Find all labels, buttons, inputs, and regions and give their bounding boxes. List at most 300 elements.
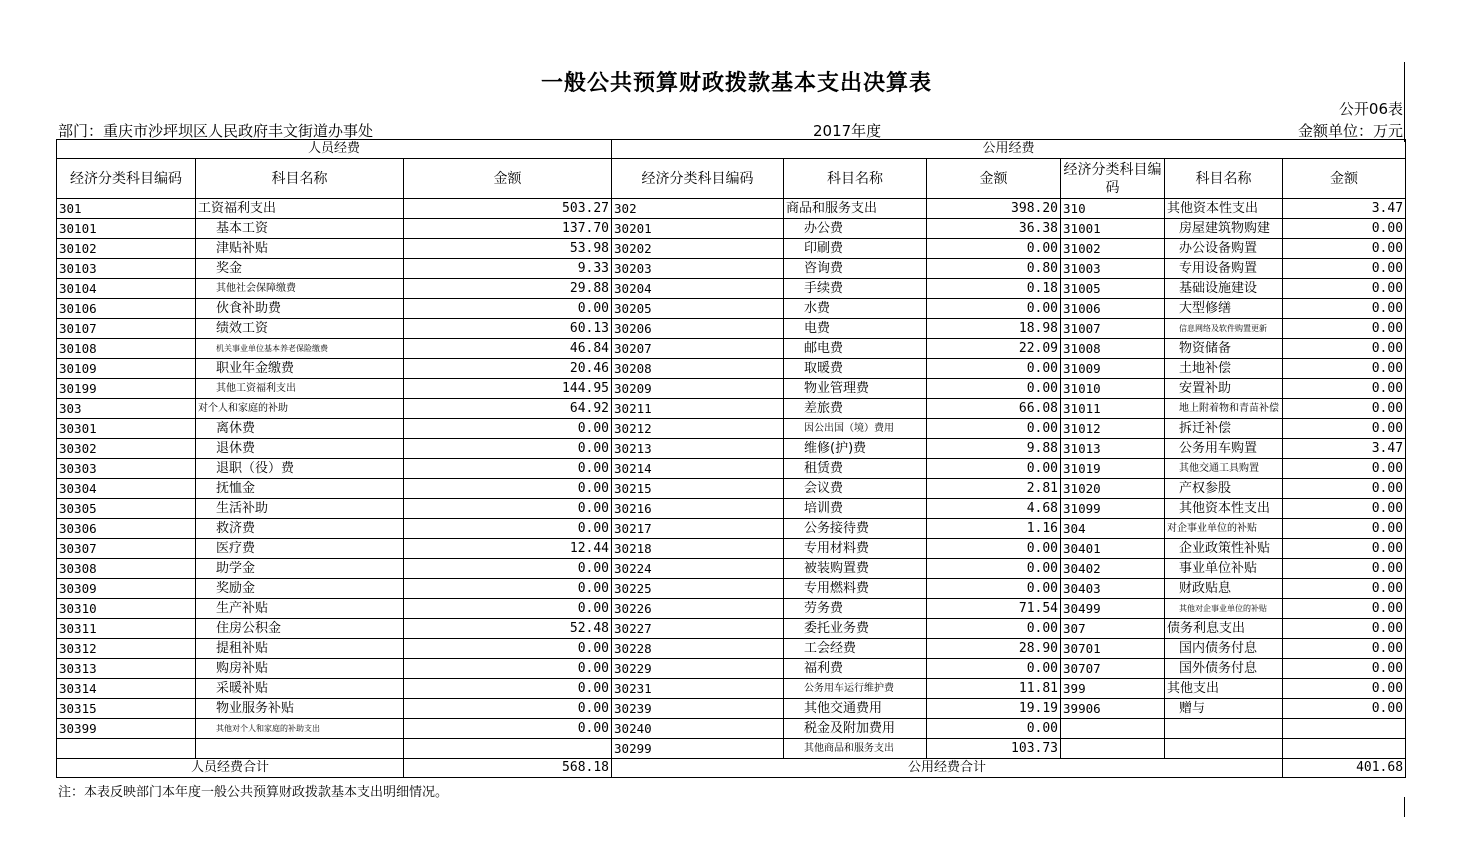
cell-amount: 20.46 [404,359,612,379]
cell-code: 30203 [612,259,784,279]
cell-code: 30201 [612,219,784,239]
cell-code: 31003 [1061,259,1165,279]
cell-amount: 0.00 [404,479,612,499]
cell-name: 机关事业单位基本养老保险缴费 [196,339,404,359]
cell-name: 房屋建筑物购建 [1165,219,1283,239]
form-number: 公开06表 [1338,100,1403,118]
cell-code: 31010 [1061,379,1165,399]
group-header-public: 公用经费 [612,140,1406,159]
cell-amount: 0.00 [927,379,1061,399]
cell-code: 30214 [612,459,784,479]
cell-name: 其他工资福利支出 [196,379,404,399]
cell-name: 财政贴息 [1165,579,1283,599]
cell-name: 因公出国（境）费用 [784,419,927,439]
cell-code: 30109 [57,359,196,379]
cell-name: 离休费 [196,419,404,439]
cell-amount: 0.00 [404,459,612,479]
table-row [57,559,1406,579]
cell-amount: 144.95 [404,379,612,399]
cell-code [1061,739,1165,759]
cell-amount: 0.00 [927,559,1061,579]
cell-code: 310 [1061,199,1165,219]
cell-name: 安置补助 [1165,379,1283,399]
cell-amount: 0.00 [1283,419,1406,439]
cell-amount: 0.00 [404,599,612,619]
cell-name: 差旅费 [784,399,927,419]
cell-code: 30309 [57,579,196,599]
cell-amount: 0.80 [927,259,1061,279]
cell-code: 399 [1061,679,1165,699]
col-header-code: 经济分类科目编码 [57,159,196,199]
table-row [57,539,1406,559]
cell-code: 30310 [57,599,196,619]
cell-code: 30701 [1061,639,1165,659]
cell-amount [1283,719,1406,739]
cell-code: 30226 [612,599,784,619]
cell-name: 物业服务补贴 [196,699,404,719]
cell-amount: 0.00 [404,499,612,519]
cell-amount: 0.00 [927,299,1061,319]
cell-amount: 0.00 [404,519,612,539]
cell-code: 30224 [612,559,784,579]
footnote: 注：本表反映部门本年度一般公共预算财政拨款基本支出明细情况。 [58,785,449,800]
cell-amount: 18.98 [927,319,1061,339]
cell-amount: 0.18 [927,279,1061,299]
cell-code: 30202 [612,239,784,259]
table-row [57,439,1406,459]
cell-amount: 0.00 [1283,539,1406,559]
col-header-code3: 经济分类科目编码 [1061,159,1165,199]
col-header-code2: 经济分类科目编码 [612,159,784,199]
cell-code: 304 [1061,519,1165,539]
col-header-amount: 金额 [404,159,612,199]
cell-name: 土地补偿 [1165,359,1283,379]
cell-amount: 9.33 [404,259,612,279]
cell-name: 对个人和家庭的补助 [196,399,404,419]
cell-code: 30304 [57,479,196,499]
cell-code: 30205 [612,299,784,319]
cell-name: 伙食补助费 [196,299,404,319]
cell-amount: 71.54 [927,599,1061,619]
cell-amount: 398.20 [927,199,1061,219]
cell-amount: 0.00 [1283,619,1406,639]
cell-name: 奖励金 [196,579,404,599]
cell-amount: 0.00 [1283,459,1406,479]
table-row [57,579,1406,599]
table-row [57,319,1406,339]
cell-code: 30206 [612,319,784,339]
public-total-value: 401.68 [1283,759,1406,778]
cell-code: 30106 [57,299,196,319]
cell-name: 其他交通工具购置 [1165,459,1283,479]
cell-amount: 0.00 [927,459,1061,479]
cell-name: 对企事业单位的补贴 [1165,519,1283,539]
cell-name: 助学金 [196,559,404,579]
cell-name: 取暖费 [784,359,927,379]
table-row [57,339,1406,359]
col-header-name3: 科目名称 [1165,159,1283,199]
cell-amount: 46.84 [404,339,612,359]
cell-name [196,739,404,759]
cell-code: 30211 [612,399,784,419]
cell-code: 31099 [1061,499,1165,519]
cell-amount: 1.16 [927,519,1061,539]
cell-amount: 52.48 [404,619,612,639]
cell-name: 咨询费 [784,259,927,279]
cell-amount: 0.00 [927,359,1061,379]
cell-name: 住房公积金 [196,619,404,639]
cell-code: 30229 [612,659,784,679]
cell-code: 30301 [57,419,196,439]
cell-name: 其他资本性支出 [1165,499,1283,519]
table-row [57,619,1406,639]
cell-code: 31009 [1061,359,1165,379]
cell-name [1165,739,1283,759]
table-row [57,279,1406,299]
cell-amount: 36.38 [927,219,1061,239]
cell-name: 拆迁补偿 [1165,419,1283,439]
cell-name: 产权参股 [1165,479,1283,499]
cell-code: 30218 [612,539,784,559]
cell-name: 医疗费 [196,539,404,559]
fiscal-year: 2017年度 [813,122,882,140]
cell-amount: 3.47 [1283,199,1406,219]
cell-name: 手续费 [784,279,927,299]
cell-code: 30204 [612,279,784,299]
table-row [57,419,1406,439]
cell-amount: 11.81 [927,679,1061,699]
cell-name: 其他对个人和家庭的补助支出 [196,719,404,739]
cell-amount: 0.00 [1283,659,1406,679]
cell-amount: 3.47 [1283,439,1406,459]
cell-name: 福利费 [784,659,927,679]
public-total-label: 公用经费合计 [612,759,1283,778]
cell-code: 30101 [57,219,196,239]
cell-name: 专用燃料费 [784,579,927,599]
cell-code: 30108 [57,339,196,359]
cell-code: 30227 [612,619,784,639]
cell-name: 专用材料费 [784,539,927,559]
table-row [57,639,1406,659]
cell-amount: 0.00 [404,639,612,659]
cell-code: 31007 [1061,319,1165,339]
cell-amount: 0.00 [927,659,1061,679]
table-row [57,459,1406,479]
cell-name: 购房补贴 [196,659,404,679]
cell-name: 生产补贴 [196,599,404,619]
cell-name: 其他对企事业单位的补贴 [1165,599,1283,619]
cell-amount: 0.00 [404,579,612,599]
amount-unit: 金额单位：万元 [1297,122,1403,140]
cell-code: 31005 [1061,279,1165,299]
table-row [57,719,1406,739]
cell-name: 生活补助 [196,499,404,519]
cell-amount: 0.00 [1283,359,1406,379]
cell-code: 30499 [1061,599,1165,619]
table-row [57,739,1406,759]
cell-amount: 19.19 [927,699,1061,719]
cell-amount: 0.00 [1283,479,1406,499]
cell-name: 印刷费 [784,239,927,259]
cell-name: 电费 [784,319,927,339]
cell-code: 31013 [1061,439,1165,459]
cell-code: 302 [612,199,784,219]
cell-code: 31012 [1061,419,1165,439]
col-header-name: 科目名称 [196,159,404,199]
cell-code: 30313 [57,659,196,679]
cell-name: 债务利息支出 [1165,619,1283,639]
cell-name: 国外债务付息 [1165,659,1283,679]
cell-amount: 4.68 [927,499,1061,519]
cell-name: 租赁费 [784,459,927,479]
cell-code: 30312 [57,639,196,659]
table-row [57,239,1406,259]
cell-amount: 0.00 [404,659,612,679]
department-label: 部门：重庆市沙坪坝区人民政府丰文街道办事处 [58,122,374,140]
cell-name: 津贴补贴 [196,239,404,259]
table-row [57,399,1406,419]
cell-name: 抚恤金 [196,479,404,499]
cell-code: 31008 [1061,339,1165,359]
cell-code: 31011 [1061,399,1165,419]
cell-amount: 22.09 [927,339,1061,359]
table-row [57,499,1406,519]
cell-code: 30305 [57,499,196,519]
cell-code: 30707 [1061,659,1165,679]
cell-name: 办公设备购置 [1165,239,1283,259]
cell-code: 30240 [612,719,784,739]
cell-name: 被装购置费 [784,559,927,579]
cell-amount: 0.00 [927,239,1061,259]
cell-amount: 0.00 [1283,339,1406,359]
table-row [57,359,1406,379]
cell-amount: 60.13 [404,319,612,339]
cell-name: 退休费 [196,439,404,459]
cell-code: 30215 [612,479,784,499]
cell-code: 303 [57,399,196,419]
cell-amount: 9.88 [927,439,1061,459]
cell-code: 30207 [612,339,784,359]
cell-name: 其他社会保障缴费 [196,279,404,299]
cell-code: 30239 [612,699,784,719]
cell-amount [404,739,612,759]
cell-amount: 66.08 [927,399,1061,419]
cell-amount: 0.00 [1283,519,1406,539]
cell-code: 31001 [1061,219,1165,239]
cell-code: 30208 [612,359,784,379]
cell-amount: 0.00 [927,419,1061,439]
cell-name: 维修(护)费 [784,439,927,459]
table-row [57,199,1406,219]
cell-amount: 12.44 [404,539,612,559]
cell-code: 30199 [57,379,196,399]
cell-name: 救济费 [196,519,404,539]
cell-name: 工会经费 [784,639,927,659]
table-row [57,259,1406,279]
cell-amount: 0.00 [927,539,1061,559]
cell-code: 31019 [1061,459,1165,479]
cell-code: 30217 [612,519,784,539]
cell-amount: 0.00 [404,299,612,319]
cell-code: 30403 [1061,579,1165,599]
page-title: 一般公共预算财政拨款基本支出决算表 [540,71,932,96]
cell-code: 30302 [57,439,196,459]
totals-row [57,759,1406,778]
cell-amount: 0.00 [1283,639,1406,659]
cell-code: 30306 [57,519,196,539]
cell-amount: 0.00 [1283,239,1406,259]
cell-amount: 28.90 [927,639,1061,659]
cell-name: 其他支出 [1165,679,1283,699]
cell-name: 会议费 [784,479,927,499]
group-header-personnel: 人员经费 [57,140,612,159]
cell-name: 工资福利支出 [196,199,404,219]
cell-name: 水费 [784,299,927,319]
cell-name: 公务接待费 [784,519,927,539]
cell-code: 39906 [1061,699,1165,719]
cell-name: 职业年金缴费 [196,359,404,379]
cell-amount: 0.00 [1283,279,1406,299]
cell-code [1061,719,1165,739]
cell-amount: 2.81 [927,479,1061,499]
table-row [57,479,1406,499]
cell-amount: 53.98 [404,239,612,259]
cell-amount: 0.00 [1283,499,1406,519]
cell-name: 事业单位补贴 [1165,559,1283,579]
cell-code: 30401 [1061,539,1165,559]
cell-name: 委托业务费 [784,619,927,639]
cell-amount: 0.00 [404,419,612,439]
cell-amount [1283,739,1406,759]
cell-amount: 0.00 [1283,399,1406,419]
col-header-name2: 科目名称 [784,159,927,199]
cell-amount: 0.00 [404,699,612,719]
cell-amount: 0.00 [404,439,612,459]
cell-amount: 0.00 [927,619,1061,639]
cell-name: 信息网络及软件购置更新 [1165,319,1283,339]
cell-name: 办公费 [784,219,927,239]
cell-code: 30399 [57,719,196,739]
cell-name: 基本工资 [196,219,404,239]
cell-name: 基础设施建设 [1165,279,1283,299]
cell-amount: 0.00 [404,719,612,739]
cell-code [57,739,196,759]
cell-code: 30107 [57,319,196,339]
cell-code: 301 [57,199,196,219]
cell-code: 30314 [57,679,196,699]
cell-code: 30311 [57,619,196,639]
cell-code: 30103 [57,259,196,279]
cell-name: 绩效工资 [196,319,404,339]
table-row [57,379,1406,399]
col-header-amount2: 金额 [927,159,1061,199]
cell-name: 企业政策性补贴 [1165,539,1283,559]
cell-code: 30225 [612,579,784,599]
cell-name: 公务用车运行维护费 [784,679,927,699]
cell-amount: 0.00 [927,719,1061,739]
cell-code: 31020 [1061,479,1165,499]
expenditure-table [56,139,1406,778]
cell-name: 商品和服务支出 [784,199,927,219]
cell-name: 物业管理费 [784,379,927,399]
cell-name: 其他商品和服务支出 [784,739,927,759]
personnel-total-value: 568.18 [404,759,612,778]
cell-amount: 0.00 [1283,299,1406,319]
cell-name: 国内债务付息 [1165,639,1283,659]
cell-code: 30402 [1061,559,1165,579]
cell-amount: 0.00 [404,559,612,579]
cell-amount: 29.88 [404,279,612,299]
cell-name: 物资储备 [1165,339,1283,359]
cell-code: 30231 [612,679,784,699]
cell-amount: 0.00 [1283,579,1406,599]
cell-code: 30104 [57,279,196,299]
cell-amount: 137.70 [404,219,612,239]
cell-amount: 0.00 [1283,219,1406,239]
cell-amount: 0.00 [1283,379,1406,399]
right-edge-line [1404,62,1405,142]
cell-name: 赠与 [1165,699,1283,719]
cell-amount: 0.00 [1283,259,1406,279]
cell-name: 专用设备购置 [1165,259,1283,279]
cell-code: 30209 [612,379,784,399]
table-row [57,679,1406,699]
table-row [57,599,1406,619]
cell-name: 采暖补贴 [196,679,404,699]
col-header-amount3: 金额 [1283,159,1406,199]
cell-amount: 0.00 [1283,679,1406,699]
table-row [57,699,1406,719]
table-row [57,659,1406,679]
cell-name: 奖金 [196,259,404,279]
cell-amount: 0.00 [927,579,1061,599]
cell-name: 其他资本性支出 [1165,199,1283,219]
cell-code: 307 [1061,619,1165,639]
cell-name: 公务用车购置 [1165,439,1283,459]
cell-name: 退职（役）费 [196,459,404,479]
cell-name [1165,719,1283,739]
cell-name: 邮电费 [784,339,927,359]
cell-code: 30228 [612,639,784,659]
cell-code: 30102 [57,239,196,259]
cell-code: 30308 [57,559,196,579]
cell-name: 提租补贴 [196,639,404,659]
cell-amount: 0.00 [1283,599,1406,619]
cell-amount: 0.00 [1283,559,1406,579]
cell-amount: 0.00 [1283,699,1406,719]
cell-amount: 0.00 [1283,319,1406,339]
cell-name: 大型修缮 [1165,299,1283,319]
cell-code: 30216 [612,499,784,519]
cell-amount: 103.73 [927,739,1061,759]
table-row [57,219,1406,239]
cell-code: 30315 [57,699,196,719]
cell-name: 地上附着物和青苗补偿 [1165,399,1283,419]
cell-code: 30303 [57,459,196,479]
table-row [57,299,1406,319]
cell-code: 31006 [1061,299,1165,319]
personnel-total-label: 人员经费合计 [57,759,404,778]
cell-amount: 503.27 [404,199,612,219]
cell-code: 30213 [612,439,784,459]
cell-amount: 64.92 [404,399,612,419]
table-row [57,519,1406,539]
right-edge-tick [1404,797,1405,817]
cell-code: 30307 [57,539,196,559]
cell-code: 31002 [1061,239,1165,259]
cell-name: 税金及附加费用 [784,719,927,739]
cell-name: 劳务费 [784,599,927,619]
